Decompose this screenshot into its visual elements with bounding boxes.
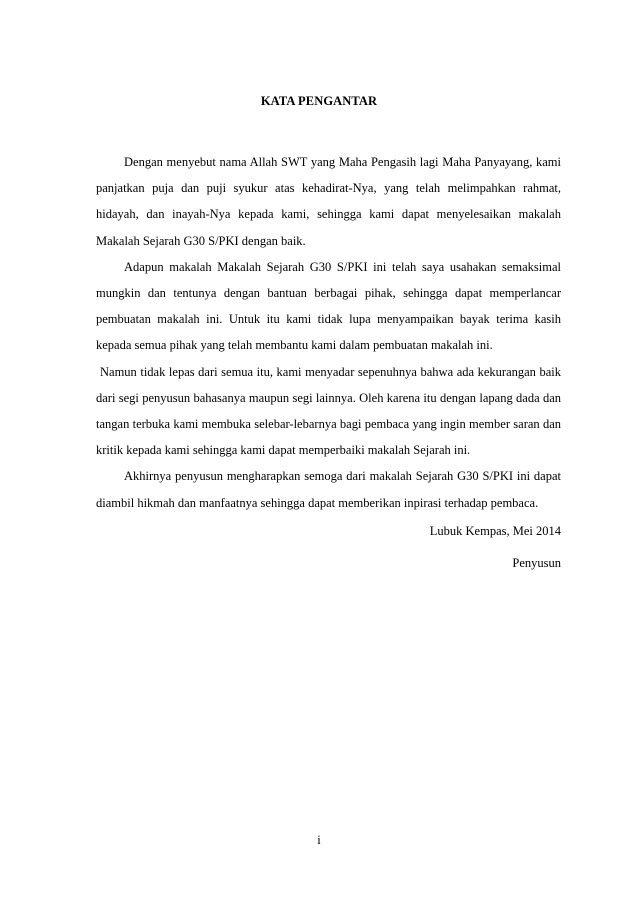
author-signature: Penyusun — [512, 556, 561, 570]
page-number: i — [317, 833, 321, 847]
place-date: Lubuk Kempas, Mei 2014 — [429, 524, 561, 538]
paragraph-effort: Adapun makalah Makalah Sejarah G30 S/PKI ini telah saya usahakan semaksimal mungkin dan tentunya dengan bantuan berbagai pihak, sehingga dapat memperlancar pembuatan makalah ini. Untuk itu kami tidak lupa menyampaikan bayak terima kasih kepada semua pihak yang telah membantu kami dalam pembuatan makalah ini. — [96, 259, 561, 353]
page-title: KATA PENGANTAR — [260, 94, 378, 108]
paragraph-closing: Akhirnya penyusun mengharapkan semoga dari makalah Sejarah G30 S/PKI ini dapat diambil hikmah dan manfaatnya sehingga dapat memberikan inpirasi terhadap pembaca. — [96, 469, 561, 510]
paragraph-opening: Dengan menyebut nama Allah SWT yang Maha Pengasih lagi Maha Panyayang, kami panjatkan puja dan puji syukur atas kehadirat-Nya, yang telah melimpahkan rahmat, hidayah, dan inayah-Nya kepada kami, sehingga kami dapat menyelesaikan makalah Makalah Sejarah G30 S/PKI dengan baik. — [96, 155, 561, 248]
document-body — [96, 149, 561, 516]
paragraph-shortcomings: Namun tidak lepas dari semua itu, kami menyadar sepenuhnya bahwa ada kekurangan baik dari segi penyusun bahasanya maupun segi lainnya. Oleh karena itu dengan lapang dada dan tangan terbuka kami membuka selebar-lebarnya bagi pembaca yang ingin member saran dan kritik kepada kami sehingga kami dapat memperbaiki makalah Sejarah ini. — [96, 364, 561, 458]
